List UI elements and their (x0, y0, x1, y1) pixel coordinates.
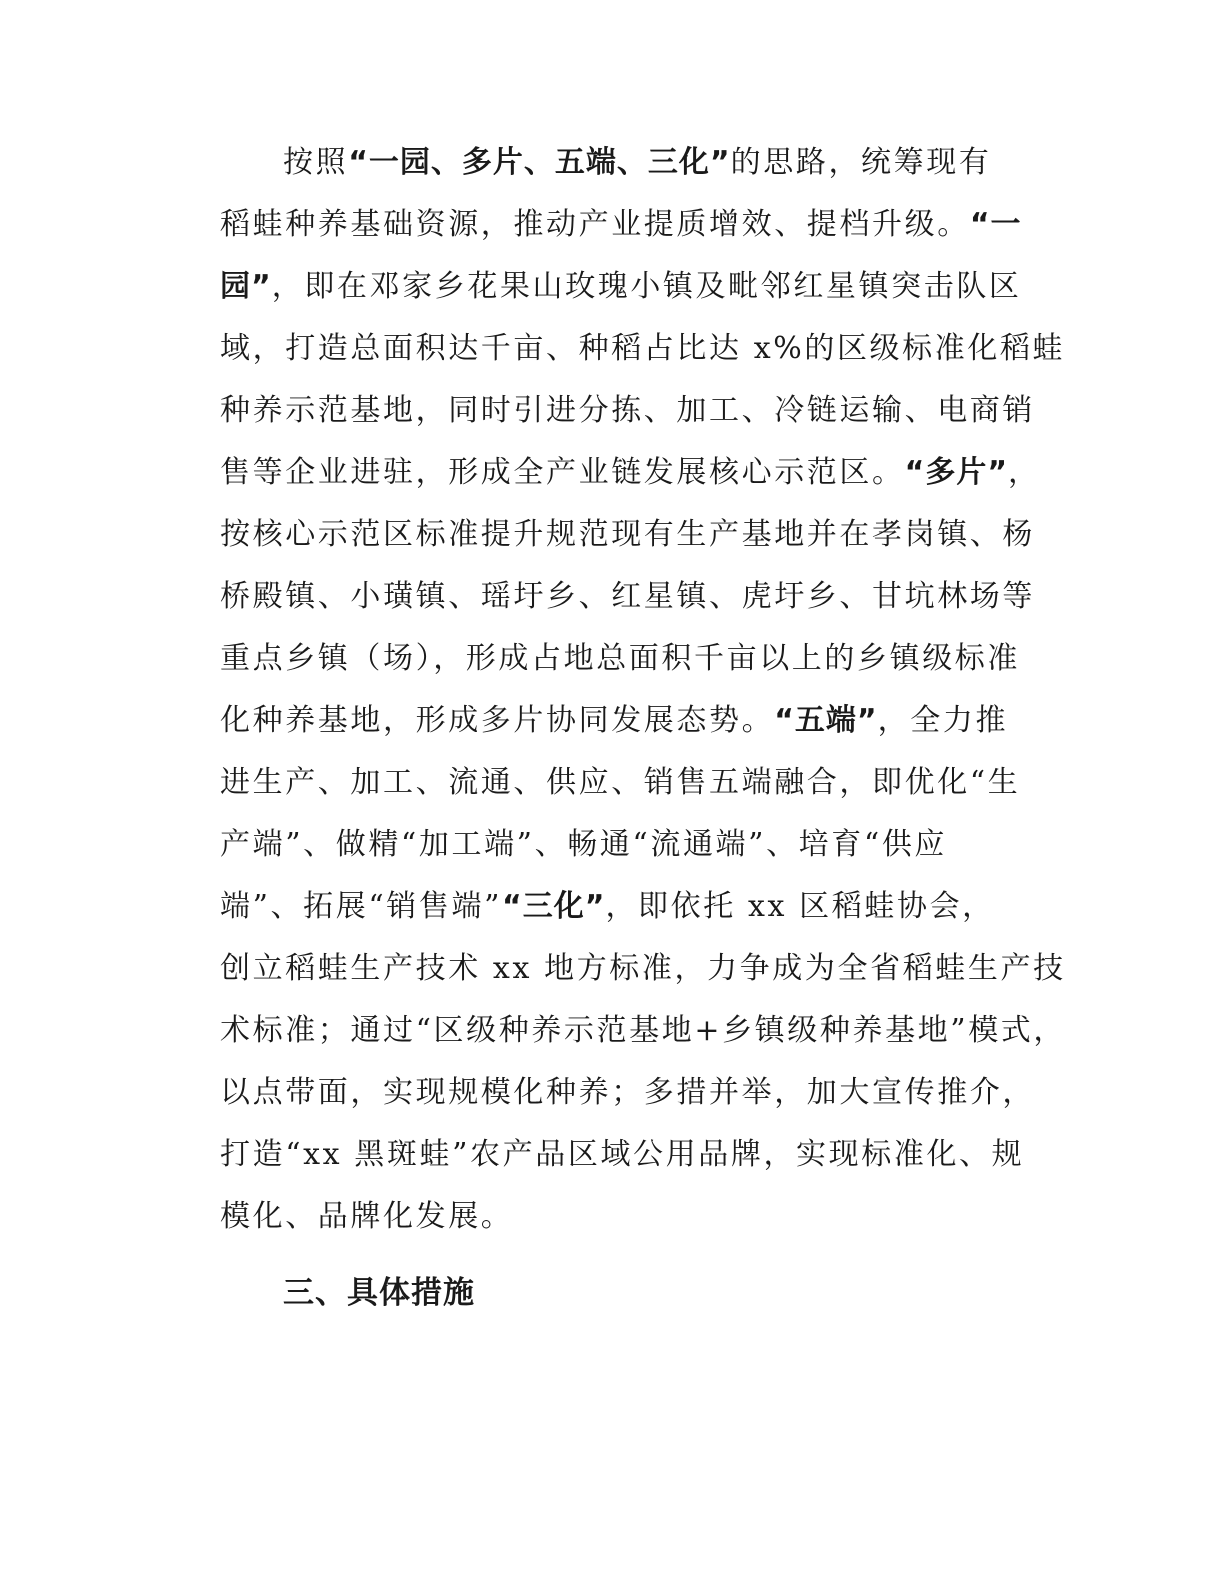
paragraph-line: 售等企业进驻，形成全产业链发展核心示范区。“多片”， (220, 455, 1041, 490)
paragraph-line: 产端”、做精“加工端”、畅通“流通端”、培育“供应 (220, 827, 948, 862)
paragraph-line: 域，打造总面积达千亩、种稻占比达 x%的区级标准化稻蛙 (220, 331, 1066, 366)
paragraph-line: 按核心示范区标准提升规范现有生产基地并在孝岗镇、杨 (220, 517, 1035, 552)
paragraph-line: 模化、品牌化发展。 (220, 1199, 514, 1234)
paragraph-line: 术标准；通过“区级种养示范基地+乡镇级种养基地”模式， (220, 1013, 1067, 1048)
paragraph-line: 进生产、加工、流通、供应、销售五端融合，即优化“生 (220, 765, 1021, 800)
paragraph-line: 以点带面，实现规模化种养；多措并举，加大宣传推介， (220, 1075, 1035, 1110)
paragraph-line: 端”、拓展“销售端”“三化”，即依托 xx 区稻蛙协会， (220, 889, 995, 924)
paragraph-line: 桥殿镇、小璜镇、瑶圩乡、红星镇、虎圩乡、甘坑林场等 (220, 579, 1035, 614)
paragraph-line: 创立稻蛙生产技术 xx 地方标准，力争成为全省稻蛙生产技 (220, 951, 1066, 986)
paragraph-line: 化种养基地，形成多片协同发展态势。“五端”，全力推 (220, 703, 1009, 738)
paragraph-line: 种养示范基地，同时引进分拣、加工、冷链运输、电商销 (220, 393, 1035, 428)
paragraph-line: 打造“xx 黑斑蛙”农产品区域公用品牌，实现标准化、规 (220, 1137, 1025, 1172)
paragraph-line: 园”，即在邓家乡花果山玫瑰小镇及毗邻红星镇突击队区 (220, 269, 1022, 304)
paragraph-line: 稻蛙种养基础资源，推动产业提质增效、提档升级。“一 (220, 207, 1022, 242)
paragraph-line: 重点乡镇（场），形成占地总面积千亩以上的乡镇级标准 (220, 641, 1020, 676)
paragraph-line: 按照“一园、多片、五端、三化”的思路，统筹现有 (283, 145, 992, 180)
section-heading: 三、具体措施 (283, 1275, 475, 1311)
